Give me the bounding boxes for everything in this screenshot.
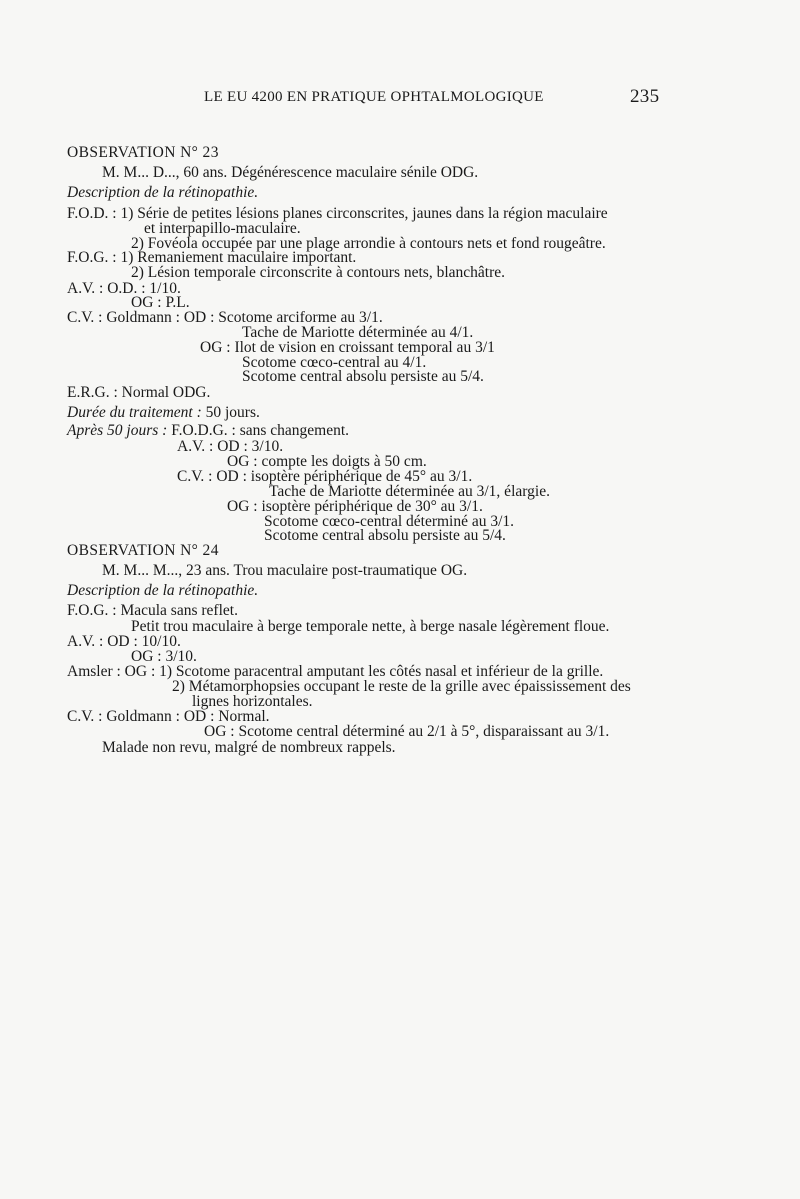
text-line: Scotome central absolu persiste au 5/4. [242, 368, 484, 385]
text-line: OG : 3/10. [131, 648, 197, 665]
text-line: OG : Scotome central déterminé au 2/1 à 5°, disparaissant au 3/1. [204, 723, 610, 740]
text-line: OG : isoptère périphérique de 30° au 3/1. [227, 498, 483, 515]
text-line: 2) Lésion temporale circonscrite à contours nets, blanchâtre. [131, 264, 506, 281]
after-treatment-label: Après 50 jours : [67, 422, 168, 439]
text-line: F.O.G. : Macula sans reflet. [67, 602, 238, 619]
page-number: 235 [630, 86, 660, 107]
observation-heading: OBSERVATION N° 23 [67, 144, 219, 161]
text-line: 2) Métamorphopsies occupant le reste de la grille avec épaississement des [172, 678, 631, 695]
text-line: A.V. : O.D. : 1/10. [67, 280, 181, 297]
text-line: Scotome cœco-central déterminé au 3/1. [264, 513, 515, 530]
text-line: OG : P.L. [131, 294, 190, 311]
text-line: Tache de Mariotte déterminée au 3/1, élargie. [269, 483, 550, 500]
text-line: Malade non revu, malgré de nombreux rappels. [102, 739, 396, 756]
text-line: OG : Ilot de vision en croissant temporal au 3/1 [200, 339, 495, 356]
text-line: A.V. : OD : 10/10. [67, 633, 181, 650]
text-line: Petit trou maculaire à berge temporale nette, à berge nasale légèrement floue. [131, 618, 610, 635]
text-line: OG : compte les doigts à 50 cm. [227, 453, 427, 470]
text-line: Amsler : OG : 1) Scotome paracentral amputant les côtés nasal et inférieur de la grille. [67, 663, 604, 680]
text-line: lignes horizontales. [192, 693, 313, 710]
text-line: Tache de Mariotte déterminée au 4/1. [242, 324, 474, 341]
after-treatment-line [67, 423, 349, 439]
text-line: C.V. : OD : isoptère périphérique de 45° au 3/1. [177, 468, 473, 485]
text-line: F.O.D. : 1) Série de petites lésions planes circonscrites, jaunes dans la région maculaire [67, 205, 608, 222]
treatment-duration-label: Durée du traitement : [67, 404, 202, 421]
text-line: E.R.G. : Normal ODG. [67, 384, 211, 401]
text-line: C.V. : Goldmann : OD : Normal. [67, 708, 270, 725]
text-line: A.V. : OD : 3/10. [177, 438, 284, 455]
observation-heading: OBSERVATION N° 24 [67, 542, 219, 559]
section-heading: Description de la rétinopathie. [67, 582, 259, 599]
text-line: Scotome central absolu persiste au 5/4. [264, 527, 506, 544]
section-heading: Description de la rétinopathie. [67, 184, 259, 201]
treatment-duration-value: 50 jours. [201, 404, 260, 421]
after-treatment-value: F.O.D.G. : sans changement. [167, 422, 350, 439]
patient-line: M. M... M..., 23 ans. Trou maculaire post-traumatique OG. [102, 562, 468, 579]
text-line: F.O.G. : 1) Remaniement maculaire important. [67, 249, 357, 266]
text-line: et interpapillo-maculaire. [144, 220, 301, 237]
treatment-duration-line [67, 405, 260, 421]
patient-line: M. M... D..., 60 ans. Dégénérescence maculaire sénile ODG. [102, 164, 479, 181]
text-line: Scotome cœco-central au 4/1. [242, 354, 427, 371]
text-line: C.V. : Goldmann : OD : Scotome arciforme au 3/1. [67, 309, 383, 326]
text-line: 2) Fovéola occupée par une plage arrondie à contours nets et fond rougeâtre. [131, 235, 606, 252]
running-header: LE EU 4200 EN PRATIQUE OPHTALMOLOGIQUE [204, 89, 544, 105]
